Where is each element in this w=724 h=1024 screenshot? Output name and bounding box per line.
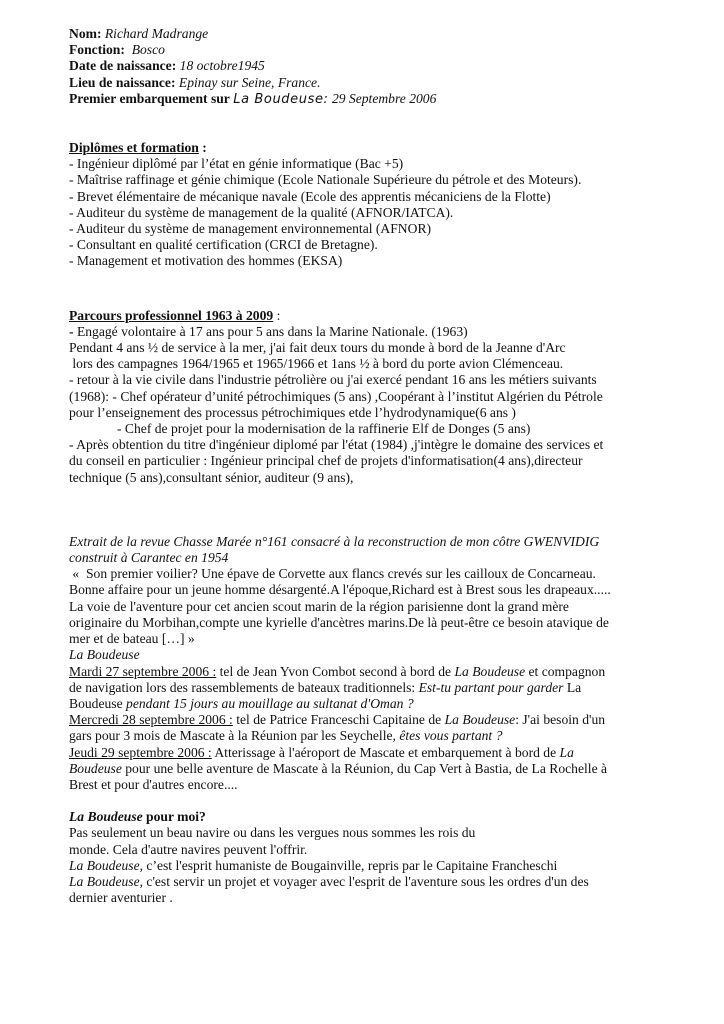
birthplace-label: Lieu de naissance: [69,74,176,90]
journal-entry-jeudi [69,745,684,761]
statement-line: Pas seulement un beau navire ou dans les vergues nous sommes les rois du [69,825,476,841]
diploma-item: - Auditeur du système de management de la qualité (AFNOR/IATCA). [69,204,454,220]
statement-title-rest: pour moi? [142,809,206,825]
career-section [69,308,684,486]
career-line [69,324,684,340]
birthdate-line [69,58,684,74]
entry-ship: La [563,679,582,695]
diploma-item: - Management et motivation des hommes (EKSA) [69,253,343,269]
journal-entry-mardi-cont [69,680,684,696]
excerpt-intro: Extrait de la revue Chasse Marée n°161 consacré à la reconstruction de mon côtre GWENVIDIG [69,533,600,549]
career-line-text: Engagé volontaire à 17 ans pour 5 ans dans la Marine Nationale. (1963) [76,323,468,339]
career-title: Parcours professionnel 1963 à 2009 [69,307,274,323]
statement-line [69,858,684,874]
career-line: technique (5 ans),consultant sénior, auditeur (9 ans), [69,469,354,485]
entry-text: gars pour 3 mois de Mascate à la Réunion par les Seychelle [69,728,393,744]
entry-date: Mercredi 28 septembre 2006 : [69,712,233,728]
excerpt-quote-line: La voie de l'aventure pour cet ancien scout marin de la région parisienne dont la grand mère [69,598,569,614]
diplomas-title: Diplômes et formation [69,140,199,156]
statement-ship: La Boudeuse, [69,857,144,873]
entry-text: pour une belle aventure de Mascate à la Réunion, du Cap Vert à Bastia, de La Rochelle à [121,760,608,776]
entry-text: Atterissage à l'aéroport de Mascate et embarquement à bord de [211,744,560,760]
excerpt-quote-line: mer et de bateau […] » [69,631,195,647]
entry-text: de navigation lors des rassemblements de bateaux traditionnels: [69,679,419,695]
entry-question: pendant 15 jours au mouillage au sultanat d'Oman ? [126,695,414,711]
entry-ship: Boudeuse [69,760,122,776]
journal-entry-mardi-cont [69,696,684,712]
diploma-item: - Auditeur du système de management environnemental (AFNOR) [69,221,432,237]
career-line: pour l’enseignement des processus pétrochimiques etde l’hydrodynamique(6 ans ) [69,404,516,420]
diplomas-section [69,140,684,270]
statement-ship: La Boudeuse, [69,873,144,889]
diploma-item: - Ingénieur diplômé par l’état en génie informatique (Bac +5) [69,156,404,172]
birthdate-label: Date de naissance: [69,58,177,74]
statement-text: c'est servir un projet et voyager avec l'esprit de l'aventure sous les ordres d'un des [143,873,589,889]
function-label: Fonction: [69,42,125,58]
entry-text: : J'ai besoin d'un [515,712,606,728]
excerpt-quote-line: « Son premier voilier? Une épave de Corvette aux flancs crevés sur les cailloux de Concarneau. [69,566,596,582]
career-line: (1968): - Chef opérateur d’unité pétrochimiques (5 ans) ,Coopérant à l’institut Algérien du Pétrole [69,388,603,404]
statement-line [69,874,684,890]
diploma-item: - Consultant en qualité certification (CRCI de Bretagne). [69,237,378,253]
career-line: - Après obtention du titre d'ingénieur diplomé par l'état (1984) ,j'intègre le domaine des services et [69,437,604,453]
entry-date: Mardi 27 septembre 2006 : [69,663,217,679]
excerpt-ship-name: La Boudeuse [69,647,140,663]
boarding-label: Premier embarquement sur [69,90,230,106]
name-line [69,26,684,42]
entry-text: tel de Patrice Franceschi Capitaine de [232,712,445,728]
entry-question: Est-tu partant pour garder [418,679,564,695]
statement-line: dernier aventurier . [69,890,173,906]
diploma-item: - Brevet élémentaire de mécanique navale (Ecole des apprentis mécaniciens de la Flotte) [69,188,551,204]
boarding-ship-name: La Boudeuse: [233,91,329,107]
career-line: - retour à la vie civile dans l'industrie pétrolière ou j'ai exercé pendant 16 ans les métiers suivants [69,372,597,388]
magazine-excerpt [69,534,684,664]
career-line: Pendant 4 ans ½ de service à la mer, j'ai fait deux tours du monde à bord de la Jeanne d'Arc [69,340,566,356]
career-dash: - [69,323,77,339]
entry-ship: La Boudeuse [454,663,526,679]
birthdate-value: 18 octobre1945 [179,58,265,74]
name-label: Nom: [69,26,102,41]
journal-entry-mardi [69,664,684,680]
boarding-line [69,91,684,108]
function-line [69,42,684,58]
entry-text: et compagnon [525,663,606,679]
personal-statement [69,809,684,906]
excerpt-quote-line: originaire du Morbihan,compte une kyrielle d'ancètres marins.De là peut-être ce besoin atavique de [69,614,609,630]
statement-text: c’est l'esprit humaniste de Bougainville, repris par le Capitaine Francheschi [143,857,558,873]
diploma-item: - Maîtrise raffinage et génie chimique (Ecole Nationale Supérieure du pétrole et des Moteurs). [69,172,582,188]
entry-ship: Boudeuse [69,695,127,711]
career-line: lors des campagnes 1964/1965 et 1965/1966 et 1ans ½ à bord du porte avion Clémenceau. [69,356,564,372]
journal-entry-mercredi [69,712,684,728]
entry-text: tel de Jean Yvon Combot second à bord de [216,663,455,679]
statement-line: monde. Cela d'autre navires peuvent l'offrir. [69,841,308,857]
statement-title [69,809,684,825]
journal-entry-jeudi-cont: Brest et pour d'autres encore.... [69,776,238,792]
career-heading [69,308,684,324]
journal-entry-mercredi-cont [69,728,684,744]
entry-date: Jeudi 29 septembre 2006 : [69,744,212,760]
entry-ship: La Boudeuse [444,712,516,728]
entry-ship: La [559,744,574,760]
statement-title-ship: La Boudeuse [69,809,143,825]
function-value: Bosco [131,42,165,58]
excerpt-quote-line: Bonne affaire pour un jeune homme désargenté.A l'époque,Richard est à Brest sous les drapeaux..... [69,582,611,598]
birthplace-value: Epinay sur Seine, France. [178,74,321,90]
journal-section [69,664,684,794]
profile-header [69,26,684,108]
diplomas-heading [69,140,684,156]
excerpt-intro: construit à Carantec en 1954 [69,550,229,566]
career-line: du conseil en particulier : Ingénieur principal chef de projets d'informatisation(4 ans),directeur [69,453,583,469]
career-line: - Chef de projet pour la modernisation de la raffinerie Elf de Donges (5 ans) [117,421,531,437]
birthplace-line [69,75,684,91]
diplomas-title-suffix: : [198,140,207,156]
boarding-date: 29 Septembre 2006 [331,90,437,106]
career-title-suffix: : [273,307,281,323]
name-value: Richard Madrange [104,26,209,41]
journal-entry-jeudi-cont [69,761,684,777]
entry-question: , êtes vous partant ? [392,728,503,744]
